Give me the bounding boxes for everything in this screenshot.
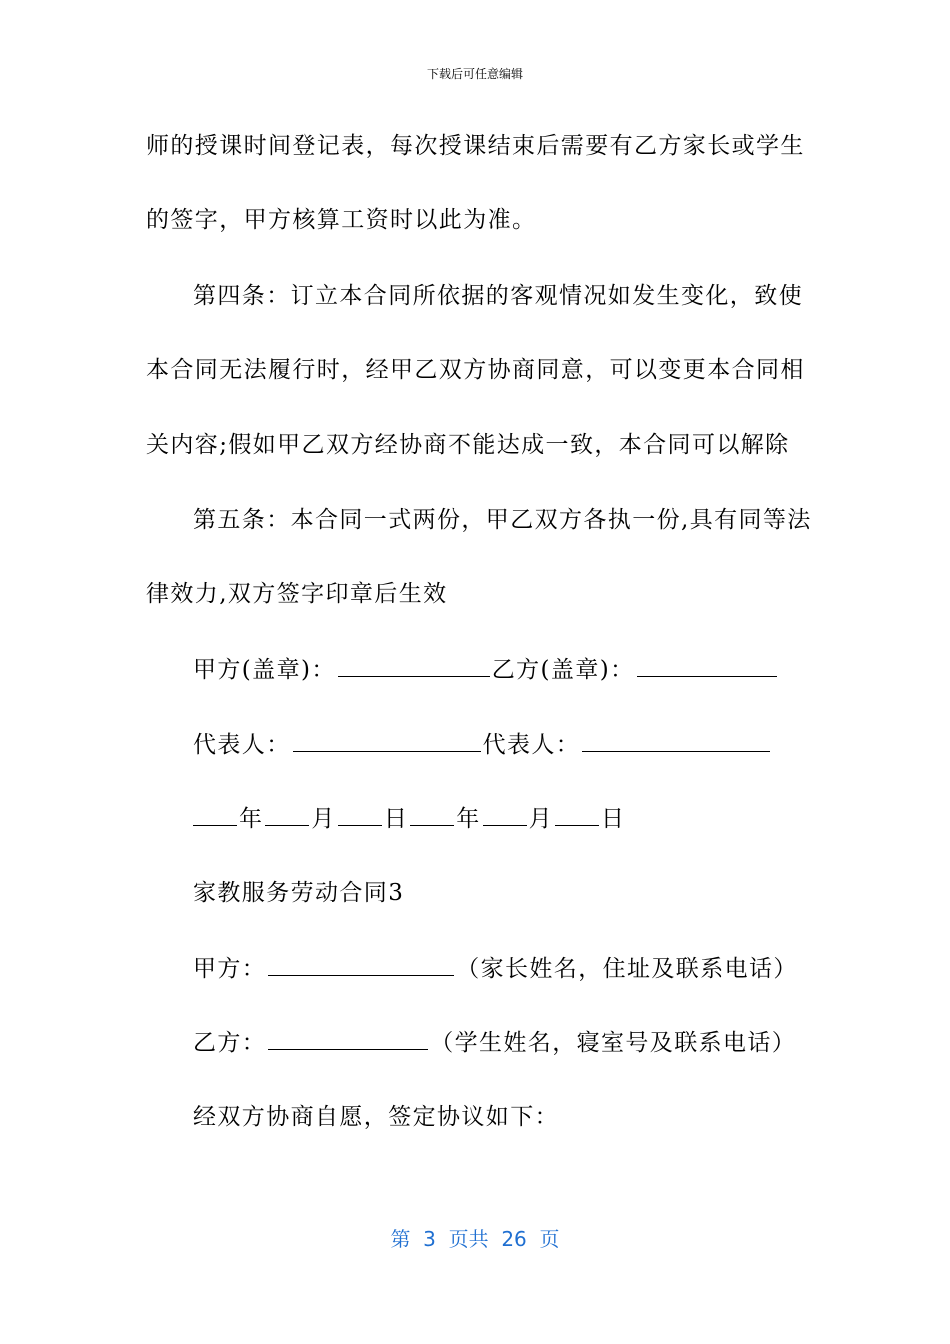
year-b-label: 年	[456, 806, 481, 832]
contract-title: 家教服务劳动合同3	[193, 880, 405, 906]
year-b-blank[interactable]	[410, 803, 454, 826]
paragraph-line: 律效力,双方签字印章后生效	[146, 581, 448, 607]
party-b-note: （学生姓名，寝室号及联系电话）	[430, 1030, 797, 1056]
party-a-seal-blank[interactable]	[338, 654, 490, 677]
paragraph-line: 的签字，甲方核算工资时以此为准。	[146, 207, 537, 233]
party-b-label: 乙方：	[193, 1030, 267, 1056]
page-header: 下载后可任意编辑	[426, 67, 523, 81]
day-a-label: 日	[383, 806, 409, 832]
rep-b-label: 代表人：	[482, 732, 581, 758]
article-five-line: 第五条：本合同一式两份，甲乙双方各执一份,具有同等法	[193, 507, 812, 533]
party-b-seal-label: 乙方(盖章)：	[491, 657, 635, 683]
paragraph-line: 关内容;假如甲乙双方经协商不能达成一致，本合同可以解除	[146, 432, 790, 458]
party-b-blank[interactable]	[268, 1027, 428, 1050]
party-a-blank[interactable]	[268, 953, 454, 976]
year-a-label: 年	[239, 806, 264, 832]
agreement-line: 经双方协商自愿，签定协议如下：	[193, 1104, 559, 1130]
paragraph-line: 本合同无法履行时，经甲乙双方协商同意，可以变更本合同相	[146, 357, 805, 383]
party-a-note: （家长姓名，住址及联系电话）	[456, 956, 798, 982]
rep-a-blank[interactable]	[293, 729, 481, 752]
seal-line	[193, 654, 779, 685]
month-a-label: 月	[311, 806, 336, 832]
party-a-label: 甲方：	[193, 956, 267, 982]
month-b-label: 月	[528, 806, 554, 832]
party-a-seal-label: 甲方(盖章)：	[193, 657, 336, 683]
rep-b-blank[interactable]	[582, 729, 770, 752]
representative-line	[193, 729, 772, 760]
day-a-blank[interactable]	[338, 803, 382, 826]
month-b-blank[interactable]	[483, 803, 527, 826]
paragraph-line: 师的授课时间登记表，每次授课结束后需要有乙方家长或学生	[146, 133, 805, 159]
year-a-blank[interactable]	[193, 803, 237, 826]
article-four-line: 第四条：订立本合同所依据的客观情况如发生变化，致使	[193, 283, 803, 309]
party-a-line	[193, 953, 798, 984]
day-b-label: 日	[601, 806, 626, 832]
date-line	[193, 803, 625, 834]
party-b-seal-blank[interactable]	[637, 654, 777, 677]
day-b-blank[interactable]	[555, 803, 599, 826]
page-number-footer: 第 3 页共 26 页	[390, 1227, 560, 1251]
month-a-blank[interactable]	[265, 803, 309, 826]
party-b-line	[193, 1027, 796, 1058]
rep-a-label: 代表人：	[193, 732, 291, 758]
